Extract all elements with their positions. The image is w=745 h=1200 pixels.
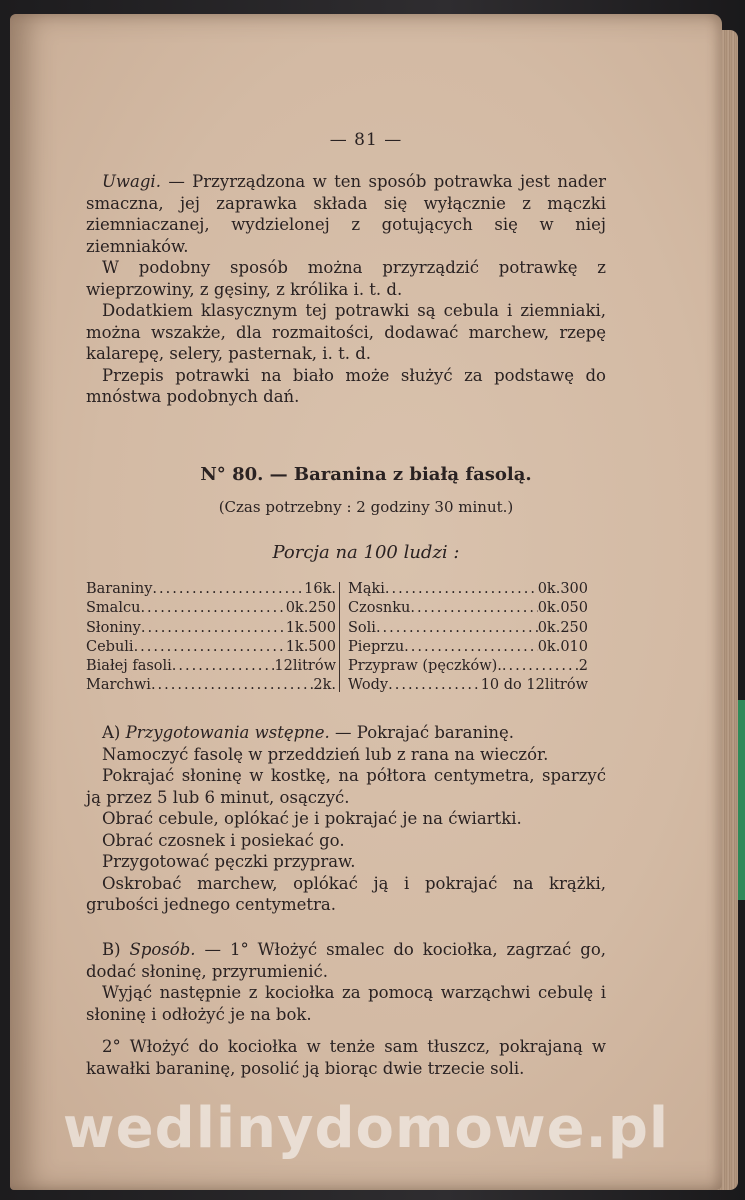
ingredients-right (348, 580, 588, 696)
section-b-step-2 (86, 1036, 606, 1079)
ingredient-row: Pieprzu ..... 0k.010 (348, 638, 588, 657)
ingredient-row: Wody ..... 10 do 12litrów (348, 676, 588, 695)
book-page (10, 14, 722, 1190)
ingredients-left (86, 580, 336, 696)
ingredient-row: Cebuli ..... 1k.500 (86, 638, 336, 657)
section-a (86, 722, 606, 916)
recipe-time: (Czas potrzebny : 2 godziny 30 minut.) (218, 498, 514, 516)
note-label: Uwagi. (102, 172, 161, 191)
column-divider (339, 582, 340, 692)
step-line: Namoczyć fasolę w przeddzień lub z rana na wieczór. (102, 744, 549, 764)
note-paragraph-2: W podobny sposób można przyrządzić potrawkę z wieprzowiny, z gęsiny, z królika i. t. d. (86, 258, 606, 299)
step-line: 2° Włożyć do kociołka w tenże sam tłuszcz, pokrajaną w kawałki baraninę, posolić ją biorąc dwie trzecie soli. (86, 1037, 606, 1078)
ingredient-row: Mąki ..... 0k.300 (348, 580, 588, 599)
note-paragraph: Uwagi. — Przyrządzona w ten sposób potrawka jest nader smaczna, jej zaprawka składa się wyłącznie z mączki ziemniaczanej, wydzielonej z gotujących się w niej ziemniaków. (86, 172, 606, 256)
page-number: — 81 — (329, 130, 403, 150)
section-b-heading: B) Sposób. — 1° Włożyć smalec do kociołka, zagrzać go, dodać słoninę, przyrumienić. (86, 940, 606, 981)
step-line: Przygotować pęczki przypraw. (102, 852, 356, 871)
step-line: Pokrajać słoninę w kostkę, na półtora centymetra, sparzyć ją przez 5 lub 6 minut, osączyć. (86, 766, 606, 807)
step-line: Wyjąć następnie z kociołka za pomocą warząchwi cebulę i słoninę i odłożyć je na bok. (86, 983, 606, 1024)
ingredient-row: Białej fasoli ..... 12litrów (86, 657, 336, 676)
section-a-heading: A) Przygotowania wstępne. — Pokrajać baraninę. (102, 723, 514, 742)
step-line: Obrać cebule, oplókać je i pokrajać je na ćwiartki. (102, 809, 522, 828)
watermark: wedlinydomowe.pl (62, 1096, 670, 1161)
ingredient-row: Smalcu ..... 0k.250 (86, 599, 336, 618)
note-paragraph-3: Dodatkiem klasycznym tej potrawki są cebula i ziemniaki, można wszakże, dla rozmaitości, dodawać marchew, rzepę kalarepę, selery, pasternak, i. t. d. (86, 301, 606, 363)
ingredient-row: Marchwi ..... 2k. (86, 676, 336, 695)
step-line: Oskrobać marchew, oplókać ją i pokrajać na krążki, grubości jednego centymetra. (86, 873, 606, 914)
ingredient-row: Baraniny ..... 16k. (86, 580, 336, 599)
note-paragraph-4: Przepis potrawki na biało może służyć za podstawę do mnóstwa podobnych dań. (86, 365, 606, 406)
ingredient-row: Czosnku ..... 0k.050 (348, 599, 588, 618)
ingredient-row: Słoniny ..... 1k.500 (86, 619, 336, 638)
intro-notes (86, 171, 606, 408)
section-b (86, 939, 606, 1025)
ingredient-row: Przypraw (pęczków). ..... 2 (348, 657, 588, 676)
recipe-title: N° 80. — Baranina z białą fasolą. (200, 464, 532, 485)
ingredient-row: Soli ..... 0k.250 (348, 619, 588, 638)
recipe-portion: Porcja na 100 ludzi : (272, 542, 460, 563)
step-line: Obrać czosnek i posiekać go. (102, 830, 345, 850)
recipe-number: N° 80. (200, 464, 264, 485)
